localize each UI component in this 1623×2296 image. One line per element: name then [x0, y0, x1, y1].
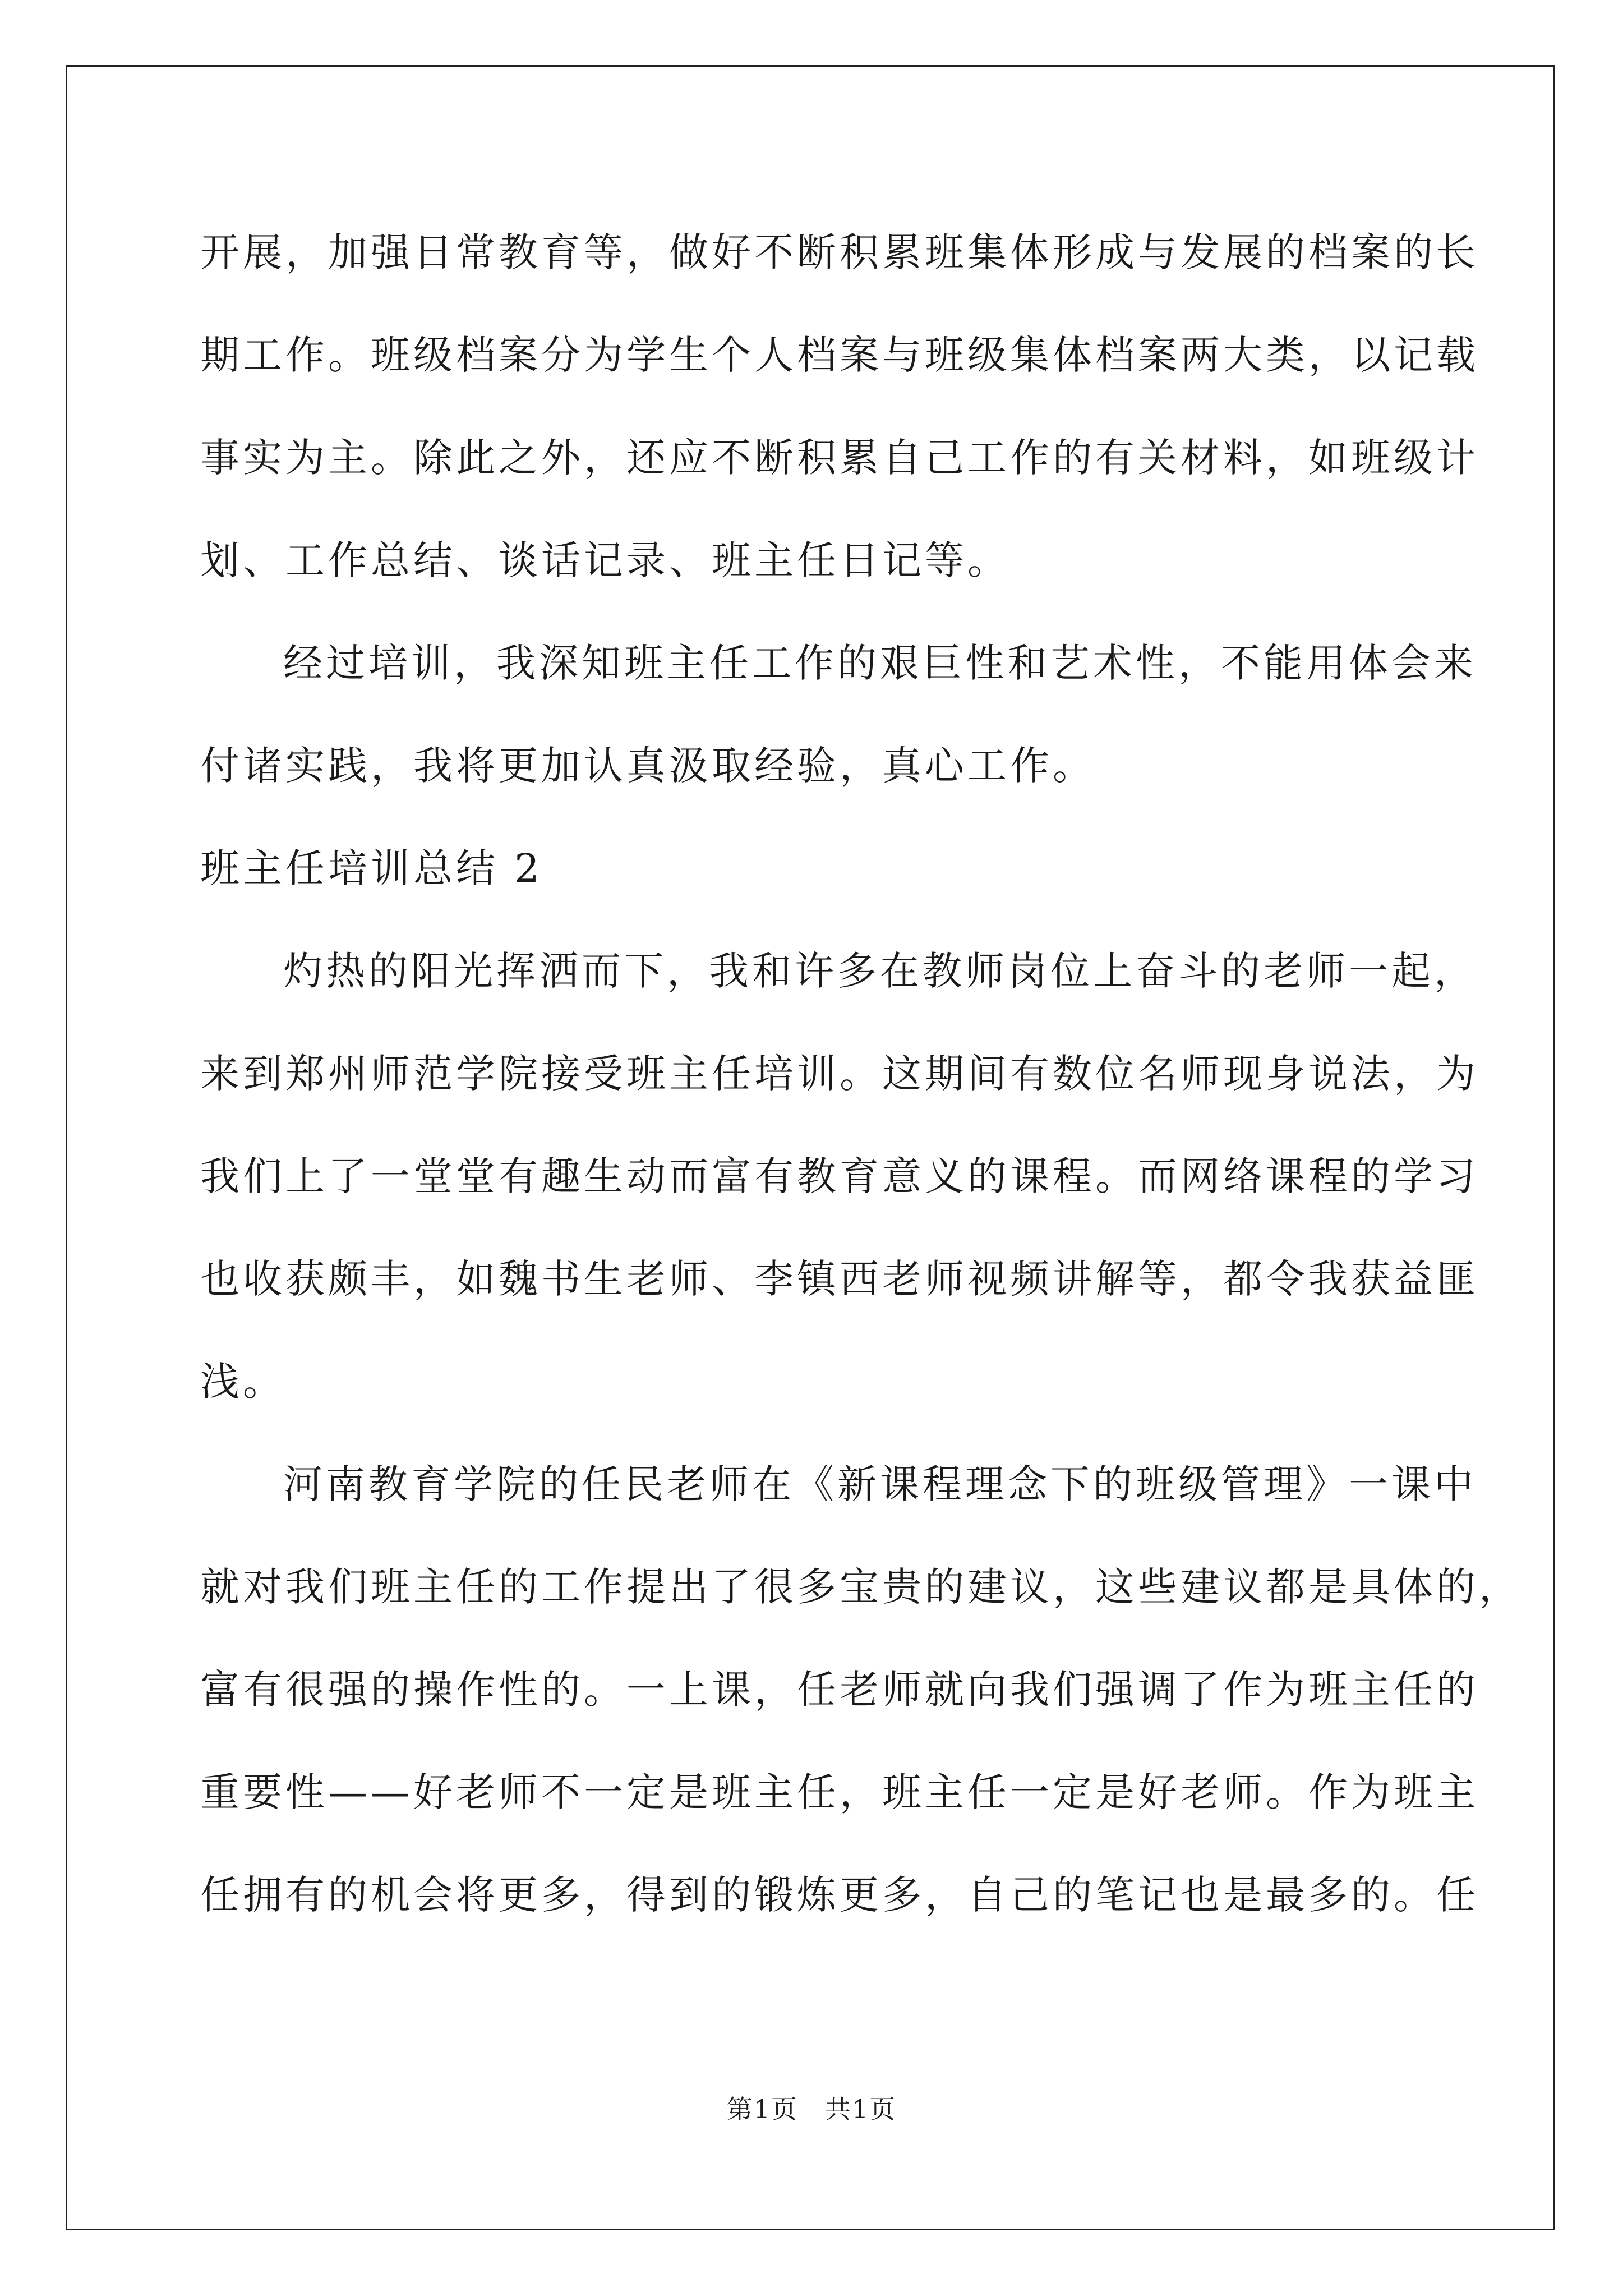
text-line: 我们上了一堂堂有趣生动而富有教育意义的课程。而网络课程的学习: [200, 1153, 1479, 1199]
text-line: 就对我们班主任的工作提出了很多宝贵的建议，这些建议都是具体的，: [200, 1564, 1521, 1610]
text-line: 经过培训，我深知班主任工作的艰巨性和艺术性，不能用体会来: [283, 640, 1477, 686]
text-line: 来到郑州师范学院接受班主任培训。这期间有数位名师现身说法，为: [200, 1051, 1479, 1097]
text-line: 开展，加强日常教育等，做好不断积累班集体形成与发展的档案的长: [200, 229, 1479, 275]
text-line: 划、工作总结、谈话记录、班主任日记等。: [200, 537, 1010, 583]
text-line: 灼热的阳光挥洒而下，我和许多在教师岗位上奋斗的老师一起，: [283, 948, 1477, 994]
text-line: 任拥有的机会将更多，得到的锻炼更多，自己的笔记也是最多的。任: [200, 1872, 1479, 1918]
text-line: 也收获颇丰，如魏书生老师、李镇西老师视频讲解等，都令我获益匪: [200, 1256, 1479, 1302]
section-heading: 班主任培训总结 2: [200, 845, 543, 891]
text-line: 浅。: [200, 1359, 285, 1405]
text-line: 事实为主。除此之外，还应不断积累自己工作的有关材料，如班级计: [200, 435, 1479, 481]
text-line: 富有很强的操作性的。一上课，任老师就向我们强调了作为班主任的: [200, 1667, 1479, 1713]
text-line: 付诸实践，我将更加认真汲取经验，真心工作。: [200, 743, 1095, 789]
text-line: 重要性——好老师不一定是班主任，班主任一定是好老师。作为班主: [200, 1769, 1479, 1815]
text-line: 期工作。班级档案分为学生个人档案与班级集体档案两大类，以记载: [200, 332, 1479, 378]
text-line: 河南教育学院的任民老师在《新课程理念下的班级管理》一课中: [283, 1461, 1477, 1507]
page-number-footer: 第1页 共1页: [726, 2094, 897, 2124]
